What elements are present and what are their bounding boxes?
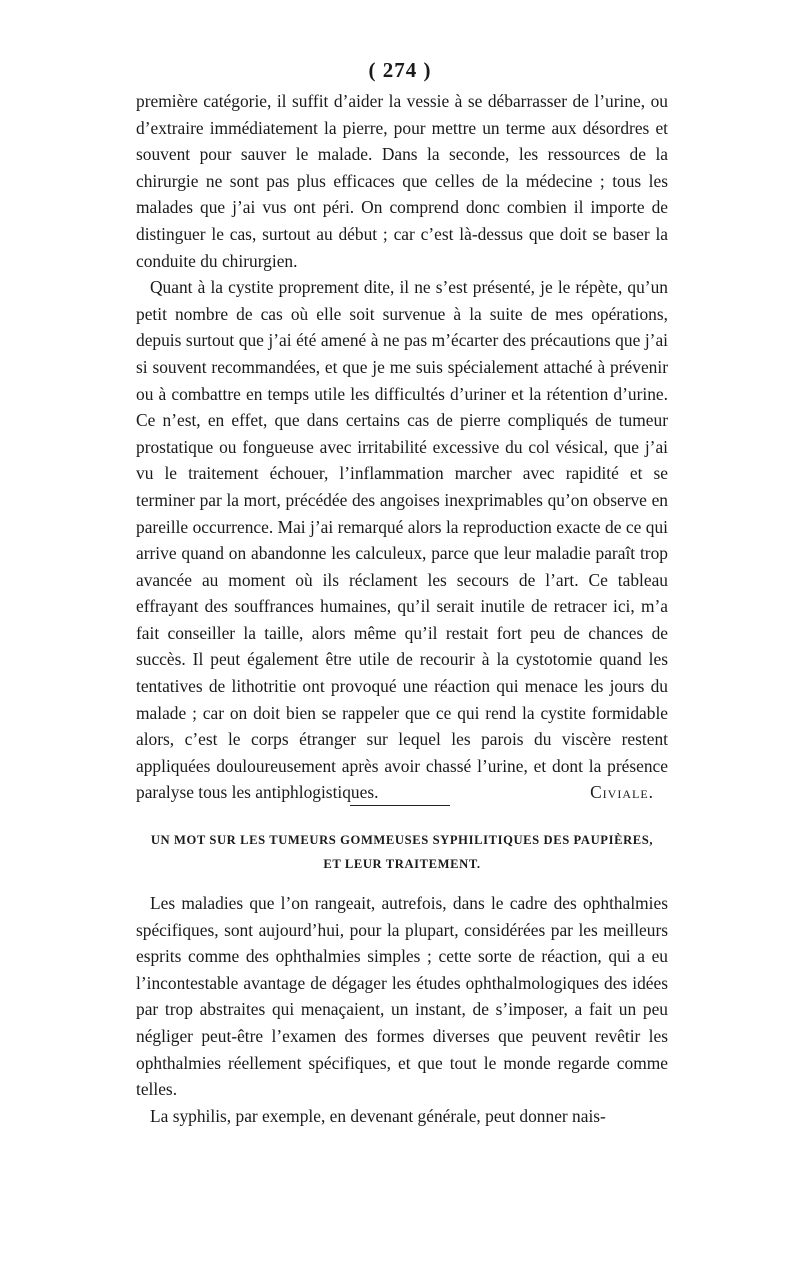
paragraph: première catégorie, il suffit d’aider la vessie à se débarrasser de l’urine, ou d’extraire immédiatement la pierre, pour mettre un terme aux désordres et souvent pour sauver le malade. Dans la seconde, les ressources de la chirurgie ne sont pas plus efficaces que celles de la médecine ; tous les malades que j’ai vus ont péri. On comprend donc combien il importe de distinguer le cas, surtout au début ; car c’est là-dessus que doit se baser la conduite du chirurgien. — [136, 91, 668, 271]
article-title — [136, 828, 668, 876]
paragraph-text: Quant à la cystite proprement dite, il ne s’est présenté, je le répète, qu’un petit nombre de cas où elle soit survenue à la suite de mes opérations, depuis surtout que j’ai été amené à ne pas m’écarter des précautions que j’ai si souvent recommandées, et que je me suis spécialement attaché à prévenir ou à combattre en temps utile les difficultés d’uriner et la rétention d’urine. Ce n’est, en effet, que dans certains cas de pierre compliqués de tumeur prostatique ou fongueuse avec irritabilité excessive du col vésical, que j’ai vu le traitement échouer, l’inflammation marcher avec rapidité et se terminer par la mort, précédée des angoises inexprimables qu’on observe en pareille occurrence. Mai j’ai remarqué alors la reproduction exacte de ce qui arrive quand on abandonne les calculeux, parce que leur maladie paraît trop avancée au moment où ils réclament les secours de l’art. Ce tableau effrayant des souffrances humaines, qu’il serait inutile de retracer ici, m’a fait conseiller la taille, alors même qu’il restait fort peu de chances de succès. Il peut également être utile de recourir à la cystotomie quand les tentatives de lithotritie ont provoqué une réaction qui menace les jours du malade ; car on doit bien se rappeler que ce qui rend la cystite formidable alors, c’est le corps étranger sur lequel les parois du viscère restent appliquées douloureusement après avoir chassé l’urine, et dont la présence paralyse tous les antiphlogistiques. — [136, 277, 668, 803]
article-title-line: ET LEUR TRAITEMENT. — [323, 857, 481, 871]
article-continuation — [136, 88, 668, 806]
article-body — [136, 890, 668, 1129]
page-number: ( 274 ) — [368, 58, 432, 82]
section-divider — [350, 805, 450, 806]
article-title-line: UN MOT SUR LES TUMEURS GOMMEUSES SYPHILITIQUES DES PAUPIÈRES, — [150, 833, 654, 847]
paragraph: La syphilis, par exemple, en devenant générale, peut donner nais- — [150, 1105, 606, 1126]
author-signature: Civiale. — [590, 782, 654, 803]
paragraph: Les maladies que l’on rangeait, autrefois, dans le cadre des ophthalmies spécifiques, sont aujourd’hui, pour la plupart, considérées par les meilleurs esprits comme des ophthalmies simples ; cette sorte de réaction, qui a eu l’incontestable avantage de dégager les études ophthalmologiques des idées par trop abstraites qui menaçaient, un instant, de s’imposer, a fait un peu négliger peut-être l’examen des formes diverses que peuvent revêtir les ophthalmies réellement spécifiques, et que tout le monde regarde comme telles. — [136, 893, 668, 1100]
paragraph — [136, 274, 668, 806]
